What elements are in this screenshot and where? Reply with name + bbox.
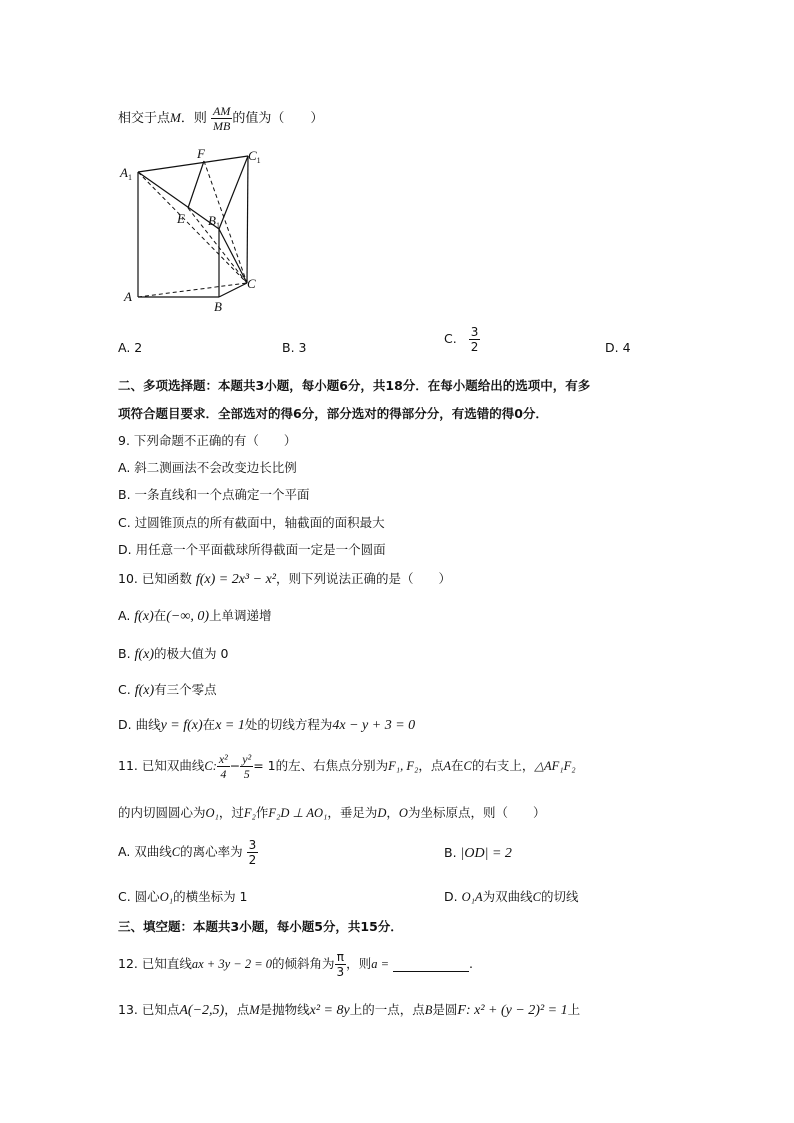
q10-option-d: D. 曲线y = f(x)在x = 1处的切线方程为4x − y + 3 = 0 [118,717,416,733]
label-f: F [197,146,205,161]
q12-stem: 12. 已知直线ax + 3y − 2 = 0的倾斜角为 $\frac{\pi}{3}$ ，则a = . [118,950,473,979]
section2-line2: 项符合题目要求．全部选对的得6分，部分选对的得部分分，有选错的得0分． [118,406,548,421]
edge-a1-c1 [138,156,248,172]
q10-option-a: A. f(x)在(−∞, 0)上单调递增 [118,608,272,624]
label-e: E [177,211,185,226]
dashed-e-c [188,208,247,283]
q9-option-b: B. 一条直线和一个点确定一个平面 [118,487,310,502]
q11-option-a: A. 双曲线C的离心率为 $\frac{3}{2}$ [118,838,257,867]
q8-option-d: D. 4 [605,340,631,355]
point-m: M [170,110,181,125]
dashed-a1-c [138,172,247,283]
q11-stem-line1: 11. 已知双曲线C: $\frac{\text{x²}}{4}$ − $\frac{\text{y²}}{5}$ = 1的左、右焦点分别为F₁, F₂，点A在C的右支上，△AF₁F₂ [118,752,576,781]
q11-option-c: C. 圆心O₁的横坐标为 1 [118,889,248,904]
q9-option-c: C. 过圆锥顶点的所有截面中，轴截面的面积最大 [118,515,385,530]
label-a: A [124,289,132,304]
q11-option-d: D. O₁A为双曲线C的切线 [444,889,579,904]
label-c: C [247,276,256,291]
q11-stem-line2: 的内切圆圆心为O₁，过F₂作F₂D ⊥ AO₁，垂足为D，O为坐标原点，则（ ） [118,805,546,820]
q10-option-c: C. f(x)有三个零点 [118,682,217,698]
label-c1: $C_1$ [248,148,261,165]
label-b: B [214,299,222,314]
edge-e-f [188,161,204,208]
q13-stem: 13. 已知点A(−2,5)，点M是抛物线x² = 8y上的一点，点B是圆F: x² + (y − 2)² = 1上 [118,1002,581,1018]
q8-option-a: A. 2 [118,340,143,355]
q10-option-b: B. f(x)的极大值为 0 [118,646,229,662]
q9-stem: 9. 下列命题不正确的有（ ） [118,433,297,448]
q10-stem: 10. 已知函数 f(x) = 2x³ − x²，则下列说法正确的是（ ） [118,571,452,587]
section2-line1: 二、多项选择题：本题共3小题，每小题6分，共18分．在每小题给出的选项中，有多 [118,378,591,393]
q8-option-b: B. 3 [282,340,307,355]
dashed-a-c [138,283,247,297]
edge-c1-c [247,156,248,283]
prism-figure [118,145,268,315]
label-b1: $B_1$ [208,213,220,230]
q11-option-b: B. |OD| = 2 [444,845,512,861]
label-a1: $A_1$ [120,165,132,182]
q8-option-c: C. $\frac{3}{2}$ [444,325,479,354]
edge-b1-c [219,229,247,283]
section3-heading: 三、填空题：本题共3小题，每小题5分，共15分． [118,919,403,934]
edge-b1-c1 [219,156,248,229]
am-over-mb-fraction: $\frac{AM}{MB}$ [213,104,231,133]
q9-option-d: D. 用任意一个平面截球所得截面一定是一个圆面 [118,542,386,557]
edge-b-c [219,283,247,297]
q12-answer-blank[interactable] [393,957,469,972]
q8-stem: 相交于点M．则 $\frac{AM}{MB}$ 的值为（ ） [118,104,324,133]
q9-option-a: A. 斜二测画法不会改变边长比例 [118,460,297,475]
